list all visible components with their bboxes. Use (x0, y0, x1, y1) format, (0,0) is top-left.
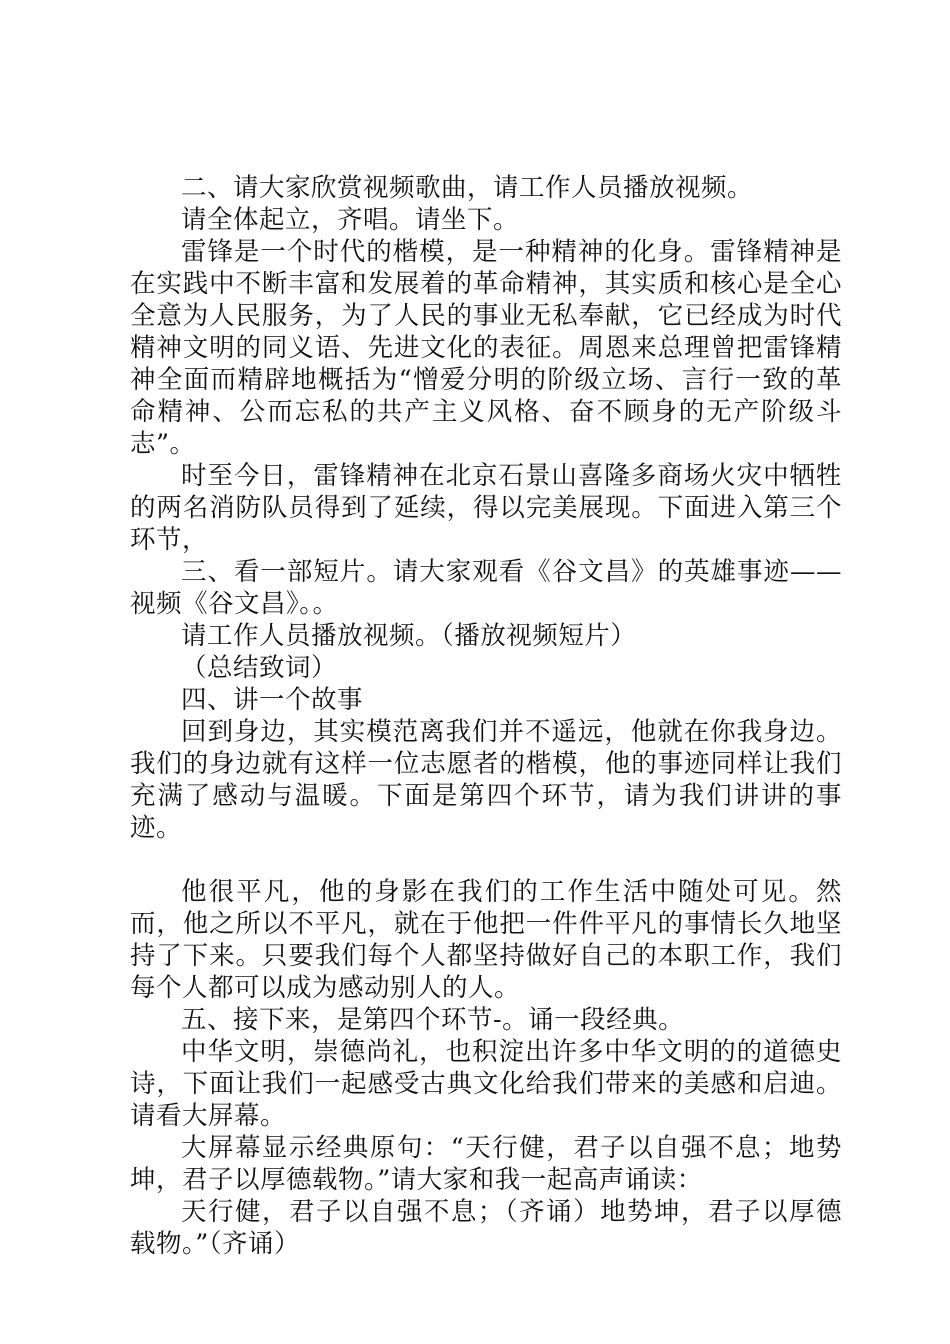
paragraph: 请工作人员播放视频。（播放视频短片） (181, 621, 637, 651)
paragraph: 天行健，君子以自强不息；（齐诵）地势坤，君子以厚德载物。”（齐诵） (130, 1197, 842, 1259)
paragraph: 中华文明，崇德尚礼，也积淀出许多中华文明的的道德史诗，下面让我们一起感受古典文化给我们带来的美感和启迪。请看大屏幕。 (130, 1037, 842, 1131)
paragraph: （总结致词） (181, 653, 338, 683)
paragraph: 回到身边，其实模范离我们并不遥远，他就在你我身边。我们的身边就有这样一位志愿者的楷模，他的事迹同样让我们充满了感动与温暖。下面是第四个环节，请为我们讲讲的事迹。 (130, 717, 842, 843)
blank-line (130, 844, 842, 876)
paragraph: 时至今日，雷锋精神在北京石景山喜隆多商场火灾中牺牲的两名消防队员得到了延续，得以完美展现。下面进入第三个环节， (130, 461, 842, 555)
paragraph: 他很平凡，他的身影在我们的工作生活中随处可见。然而，他之所以不平凡，就在于他把一件件平凡的事情长久地坚持了下来。只要我们每个人都坚持做好自己的本职工作，我们每个人都可以成为感动别人的人。 (130, 877, 842, 1003)
paragraph: 请全体起立，齐唱。请坐下。 (181, 205, 520, 235)
paragraph: 大屏幕显示经典原句：“天行健，君子以自强不息；地势坤，君子以厚德载物。”请大家和我一起高声诵读： (130, 1133, 842, 1195)
paragraph: 三、看一部短片。请大家观看《谷文昌》的英雄事迹——视频《谷文昌》。。 (130, 557, 842, 619)
document-body (130, 172, 842, 1260)
paragraph: 四、讲一个故事 (181, 685, 364, 715)
paragraph: 雷锋是一个时代的楷模，是一种精神的化身。雷锋精神是在实践中不断丰富和发展着的革命精神，其实质和核心是全心全意为人民服务，为了人民的事业无私奉献，它已经成为时代精神文明的同义语、先进文化的表征。周恩来总理曾把雷锋精神全面而精辟地概括为“憎爱分明的阶级立场、言行一致的革命精神、公而忘私的共产主义风格、奋不顾身的无产阶级斗志”。 (130, 237, 842, 459)
paragraph: 五、接下来，是第四个环节-。诵一段经典。 (181, 1005, 685, 1035)
paragraph: 二、请大家欣赏视频歌曲，请工作人员播放视频。 (181, 173, 754, 203)
